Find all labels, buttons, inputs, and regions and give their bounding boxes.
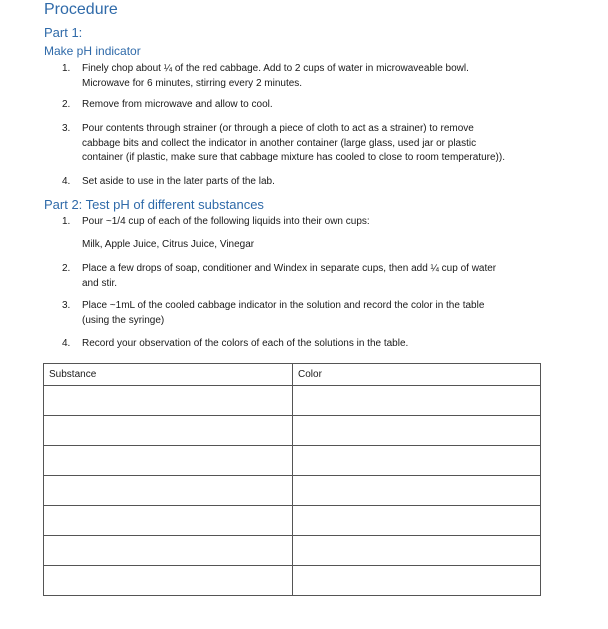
color-cell[interactable] <box>293 566 541 596</box>
substance-cell[interactable] <box>44 446 293 476</box>
table-row <box>44 506 541 536</box>
color-cell[interactable] <box>293 446 541 476</box>
liquids-list: Milk, Apple Juice, Citrus Juice, Vinegar <box>82 239 255 250</box>
substance-column-header: Substance <box>44 364 293 386</box>
step-line: Place ~1mL of the cooled cabbage indicator in the solution and record the color in the table <box>82 300 485 311</box>
step-number: 4. <box>62 338 71 349</box>
substance-cell[interactable] <box>44 386 293 416</box>
table-row <box>44 566 541 596</box>
step-line: Set aside to use in the later parts of the lab. <box>82 176 275 187</box>
step-line: Place a few drops of soap, conditioner and Windex in separate cups, then add ¼ cup of water <box>82 263 497 274</box>
color-cell[interactable] <box>293 476 541 506</box>
step-line: container (if plastic, make sure that cabbage mixture has cooled to close to room temperature)). <box>82 152 505 163</box>
step-line: Pour contents through strainer (or through a piece of cloth to act as a strainer) to remove <box>82 123 474 134</box>
table-row <box>44 386 541 416</box>
part1-heading: Part 1: <box>44 25 83 40</box>
step-number: 1. <box>62 63 71 74</box>
step-number: 2. <box>62 99 71 110</box>
color-column-header: Color <box>293 364 541 386</box>
table-row <box>44 446 541 476</box>
table-row <box>44 476 541 506</box>
step-line: Record your observation of the colors of each of the solutions in the table. <box>82 338 409 349</box>
observation-table <box>43 363 541 596</box>
table-header-row <box>44 364 541 386</box>
part2-heading: Part 2: Test pH of different substances <box>44 197 264 212</box>
step-number: 3. <box>62 300 71 311</box>
step-line: Microwave for 6 minutes, stirring every 2 minutes. <box>82 77 303 89</box>
substance-cell[interactable] <box>44 416 293 446</box>
step-line: Remove from microwave and allow to cool. <box>82 99 273 110</box>
table-row <box>44 416 541 446</box>
substance-cell[interactable] <box>44 476 293 506</box>
color-cell[interactable] <box>293 506 541 536</box>
step-number: 3. <box>62 123 71 134</box>
step-line: Pour ~1/4 cup of each of the following liquids into their own cups: <box>82 216 370 227</box>
part1-subheading: Make pH indicator <box>44 44 141 58</box>
color-cell[interactable] <box>293 386 541 416</box>
table-row <box>44 536 541 566</box>
step-number: 2. <box>62 263 71 274</box>
color-cell[interactable] <box>293 536 541 566</box>
step-line: cabbage bits and collect the indicator in another container (large glass, used jar or plastic <box>82 137 477 149</box>
step-line: and stir. <box>82 277 118 289</box>
step-line: Finely chop about ¼ of the red cabbage. Add to 2 cups of water in microwaveable bowl. <box>82 63 469 74</box>
step-number: 1. <box>62 216 71 227</box>
color-cell[interactable] <box>293 416 541 446</box>
step-line: (using the syringe) <box>82 314 165 326</box>
table-body <box>44 386 541 596</box>
step-number: 4. <box>62 176 71 187</box>
page-title: Procedure <box>44 1 118 18</box>
substance-cell[interactable] <box>44 506 293 536</box>
substance-cell[interactable] <box>44 566 293 596</box>
substance-cell[interactable] <box>44 536 293 566</box>
